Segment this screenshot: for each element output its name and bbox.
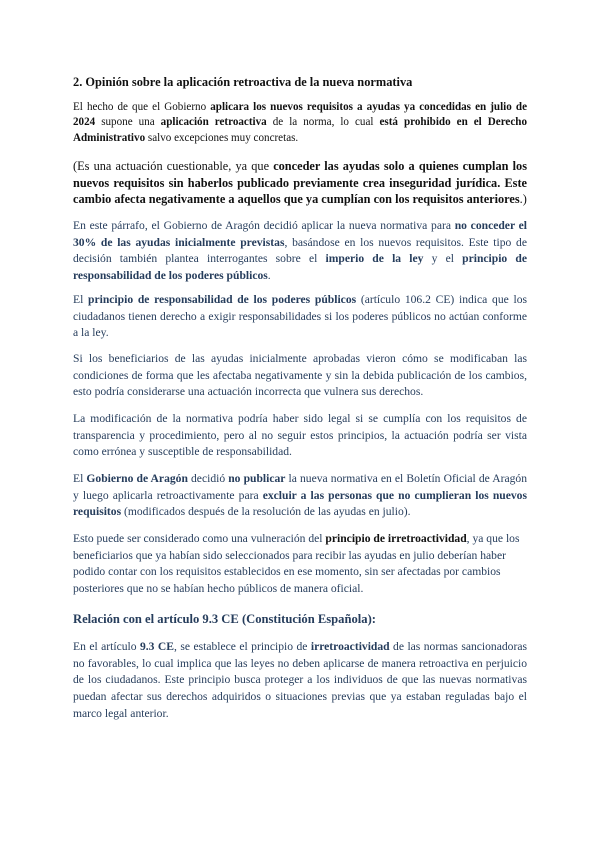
paragraph-beneficiaries: Si los beneficiarios de las ayudas inicialmente aprobadas vieron cómo se modificaban las condiciones de forma que les afectaba negativamente y sin la debida publicación de los cambios, esto podría considerarse una actuación incorrecta que vulnera sus derechos. <box>73 352 527 399</box>
paragraph-legal-uncertainty: (Es una actuación cuestionable, ya que conceder las ayudas solo a quienes cumplan los nuevos requisitos sin haberlos publicado previamente crea inseguridad jurídica. Este cambio afecta negativamente a aquellos que ya cumplían con los requisitos anteriores.) <box>73 159 527 207</box>
section-heading-article-9-3: Relación con el artículo 9.3 CE (Constitución Española): <box>73 612 376 626</box>
paragraph-aragon-decision: En este párrafo, el Gobierno de Aragón decidió aplicar la nueva normativa para no conceder el 30% de las ayudas inicialmente previstas, basándose en los nuevos requisitos. Este tipo de decisión también plantea interrogantes sobre el imperio de la ley y el principio de responsabilidad de los poderes públicos. <box>73 219 527 283</box>
section-heading-opinion: 2. Opinión sobre la aplicación retroactiva de la nueva normativa <box>73 75 413 89</box>
paragraph-legal-modification: La modificación de la normativa podría haber sido legal si se cumplía con los requisitos de transparencia y procedimiento, pero al no seguir estos principios, la actuación podría ser vista como errónea y susceptible de responsabilidad. <box>73 412 527 459</box>
paragraph-no-publication: El Gobierno de Aragón decidió no publicar la nueva normativa en el Boletín Oficial de Aragón y luego aplicarla retroactivamente para excluir a las personas que no cumplieran los nuevos requisitos (modificados después de la resolución de las ayudas en julio). <box>73 472 528 519</box>
paragraph-responsibility-principle: El principio de responsabilidad de los poderes públicos (artículo 106.2 CE) indica que los ciudadanos tienen derecho a exigir responsabilidades si los poderes públicos no actúan conforme a la ley. <box>73 293 527 340</box>
paragraph-irretroactivity-violation: Esto puede ser considerado como una vulneración del principio de irretroactividad, ya que los beneficiarios que ya habían sido seleccionados para recibir las ayudas en julio deberían haber podido contar con los requisitos establecidos en ese momento, sin ser afectadas por cambios posteriores que no se habían hecho públicos de manera oficial. <box>73 532 520 596</box>
paragraph-retroactive-application: El hecho de que el Gobierno aplicara los nuevos requisitos a ayudas ya concedidas en julio de 2024 supone una aplicación retroactiva de la norma, lo cual está prohibido en el Derecho Administrativo salvo excepciones muy concretas. <box>73 101 527 144</box>
paragraph-article-9-3: En el artículo 9.3 CE, se establece el principio de irretroactividad de las normas sancionadoras no favorables, lo cual implica que las leyes no deben aplicarse de manera retroactiva en perjuicio de los ciudadanos. Este principio busca proteger a los individuos de que las nuevas normativas puedan afectar sus derechos adquiridos o situaciones previas que ya estaban reguladas bajo el marco legal anterior. <box>73 640 527 720</box>
